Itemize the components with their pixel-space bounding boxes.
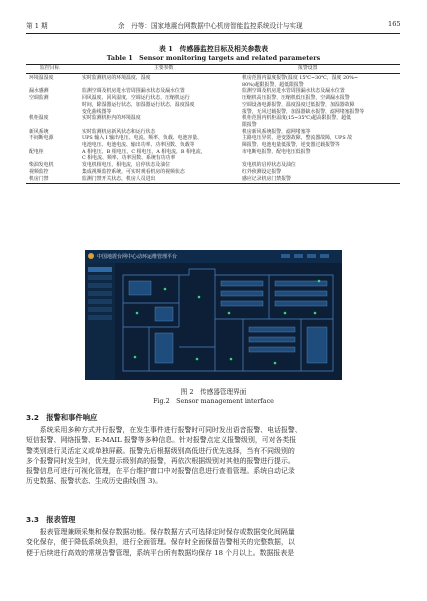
- table-bottom-rule: [26, 183, 400, 184]
- table-cell-alarm: 压缩机高压报警，压缩机低压报警，空调漏水报警: [242, 95, 350, 102]
- screenshot-menu-item: [88, 315, 112, 320]
- figure-caption-en: Fig.2 Sensor management interface: [153, 397, 274, 405]
- table-cell-alarm: 红外侦测设定报警: [242, 168, 282, 175]
- table-title-cn: 表 1 传感器监控目标及相关参数表: [158, 45, 269, 53]
- floor-plan-diagram: [119, 267, 337, 375]
- table-cell-alarm: 机柜范围内机柜温度(15~35℃)超高限报警，超低: [242, 115, 351, 122]
- table-cell-params: 实时监测机柜内的环境温度: [82, 115, 141, 122]
- screenshot-tab-icon: [307, 254, 316, 258]
- platform-logo-icon: [88, 253, 94, 259]
- screenshot-tab-icon: [294, 254, 303, 258]
- paragraph-line: 警类别进行灵活定义或单独屏蔽。报警先后根据级别高低进行优先选择，当有不同级别的: [26, 446, 295, 455]
- table-cell-target: 不间断电源: [29, 135, 54, 142]
- table-cell-params: 时间，除湿器运行状态，加湿器运行状态，温度湿度: [82, 101, 195, 108]
- paragraph-line: 便于后续进行高效的常规告警管理，系统平台所有数据均保存 18 个月以上。数据报表是: [26, 548, 295, 557]
- table-cell-alarm: 障报警，电池电量低报警，逆变器过载报警等: [242, 142, 340, 148]
- section-heading-3-2: 3.2 报警和事件响应: [26, 413, 98, 422]
- table-cell-params: UPS 输入 I 输出电压、电流、频率、负载、电池容量、: [82, 135, 203, 142]
- page-number: 165: [388, 20, 401, 28]
- table-header-alarm: 报警设置: [298, 65, 318, 71]
- table-cell-alarm: 报警，无风过载报警，加湿器缺水报警，滤网堵塞报警等: [242, 108, 365, 115]
- table-cell-params: 监测空调及机房进水管周围漏水状态及漏水位置: [82, 88, 185, 95]
- paragraph-line: 报表管理兼顾采集和保存数据功能。保存数据方式可选择定时保存或数据变化间隔量: [26, 528, 295, 536]
- table-cell-target: 配电柜: [29, 148, 44, 155]
- table-cell-alarm: 发电机的启停状态及油位: [242, 162, 296, 169]
- table-cell-alarm: 感应记录机房门禁报警: [242, 175, 291, 182]
- table-cell-params: 发电机相电压，相电流，启停状态及油位: [82, 162, 171, 169]
- screenshot-tab-icon: [281, 254, 290, 258]
- table-cell-target: 空调监测: [29, 95, 49, 102]
- paragraph-line: 多个报警同时发生时，优先提示级别高的报警，再依次根据级别对其他的报警进行提示。: [26, 456, 295, 465]
- table-cell-params: 实时监测机房的环境温度、湿度: [82, 75, 151, 81]
- screenshot-tab-icon: [320, 254, 329, 258]
- table-cell-params: 回风温度、回风湿度，空调运行状态，压缩机运行: [82, 95, 190, 102]
- paragraph-line: 变化保存，便于降低系统负担，进行全面管理。保存时全面保留告警相关的完整数据，以: [26, 538, 295, 547]
- screenshot-menu-item: [88, 307, 112, 312]
- paragraph-line: 短信报警、网络报警、E-MAIL 报警等多种信息。针对报警点定义报警级别，可对各类报: [26, 436, 297, 445]
- section-3-2-body: [26, 425, 400, 487]
- table-top-rule: [26, 64, 400, 65]
- paragraph-line: 系统采用多种方式并行报警，在发生事件进行报警时可同时发出语音报警、电话报警、: [26, 426, 302, 434]
- table-cell-alarm: 监测空调及机房进水管周围漏水状态及漏水位置: [242, 88, 345, 95]
- running-header-issue: 第 1 期: [26, 22, 48, 30]
- screenshot-title: 中国地震台网中心动环运维管理平台: [97, 254, 178, 260]
- running-header-title: 余 丹等：国家地震台网数据中心机房智能监控系统设计与实现: [118, 22, 303, 30]
- sensor-management-screenshot: [85, 250, 342, 380]
- table-title-en: Table 1 Sensor monitoring targets and related parameters: [106, 54, 321, 62]
- screenshot-sidebar: [85, 263, 115, 380]
- table-cell-params: C 相电流、频率、功率因数、系统有功功率: [82, 155, 176, 162]
- table-cell-target: 机柜温度: [29, 115, 49, 122]
- table-cell-params: 集成视频监控系统，可实时观看机房的视频状态: [82, 168, 185, 175]
- table-cell-target: 视频监控: [29, 168, 49, 175]
- table-cell-alarm: 限报警: [242, 121, 257, 128]
- table-header-rule: [26, 73, 400, 74]
- table-cell-params: 变化曲线图等: [82, 108, 112, 115]
- screenshot-menu-item: [88, 275, 112, 280]
- table-cell-params: A 相电压，B 相电压，C 相电压，A 相电流，B 相电流，: [82, 148, 206, 155]
- table-cell-alarm: 市电断电报警，配电电压低报警: [242, 148, 311, 155]
- table-header-target: 监控目标: [40, 65, 60, 71]
- section-3-3-body: [26, 527, 400, 558]
- screenshot-menu-item: [88, 291, 112, 296]
- screenshot-menu-item: [88, 283, 112, 288]
- table-cell-target: 机房门禁: [29, 175, 49, 182]
- table-cell-alarm: 主路电压异常，逆变器故障，整流器故障，UPS 故: [242, 135, 353, 142]
- table-cell-target: 新风系统: [29, 128, 49, 135]
- table-cell-alarm: 机房新风系统报警，滤网堵塞等: [242, 128, 311, 135]
- table-cell-alarm: 空调设备电源报警，温度湿度过低报警，加湿器故障: [242, 101, 355, 108]
- header-rule: [26, 33, 400, 34]
- table-cell-params: 监测门禁开关状态，机房人员进出: [82, 175, 156, 182]
- table-cell-params: 实时监测机房新风状态和运行状态: [82, 128, 156, 135]
- screenshot-menu-item: [88, 299, 112, 304]
- paragraph-line: 报警信息可进行可视化管理，在平台维护窗口中对报警信息进行查看管理。系统自动记录: [26, 467, 295, 476]
- table-cell-params: 电池电压、电池电流、输出功率、功率因数、负载等: [82, 142, 195, 148]
- table-cell-target: 柴油发电机: [29, 162, 54, 169]
- table-cell-target: 漏水感测: [29, 88, 49, 95]
- table-header-params: 主要参数: [154, 65, 174, 71]
- table-cell-alarm: 机房范围内温度报警(温度 15℃~30℃，湿度 20%~: [242, 75, 358, 81]
- screenshot-menu-item: [88, 267, 112, 272]
- section-heading-3-3: 3.3 报表管理: [26, 515, 76, 524]
- paragraph-line: 历史数据、报警状态、生成历史曲线(图 3)。: [26, 477, 162, 486]
- table-cell-alarm: 80%)超限报警，超低限报警: [242, 81, 304, 88]
- figure-caption-cn: 图 2 传感器管理界面: [180, 388, 247, 396]
- table-cell-target: 环境温湿度: [29, 75, 54, 81]
